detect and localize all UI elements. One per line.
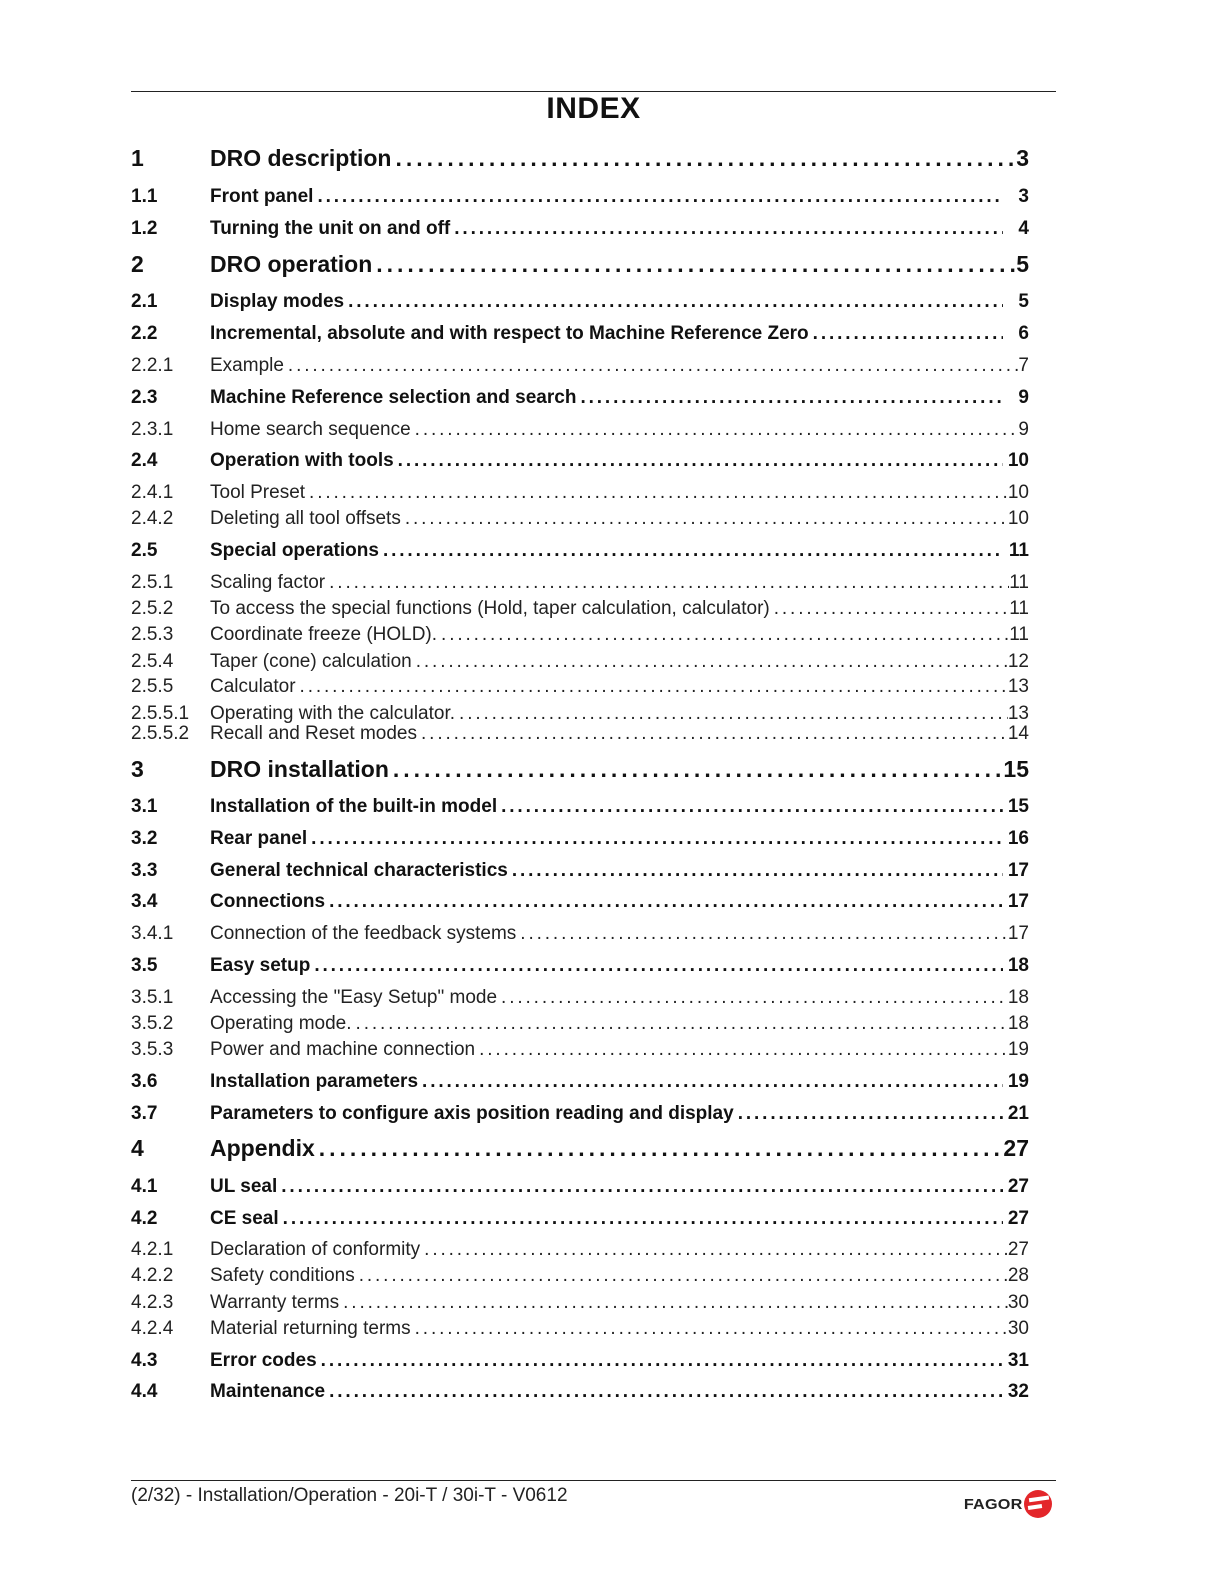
toc-entry-number: 2.5.4 — [131, 651, 174, 672]
toc-entry-page: 13 — [1007, 703, 1029, 724]
toc-entry[interactable] — [131, 355, 1029, 377]
toc-entry-title: To access the special functions (Hold, taper calculation, calculator) — [210, 598, 770, 619]
dot-leader — [455, 703, 1008, 725]
toc-entry-title: Material returning terms — [210, 1318, 411, 1339]
toc-entry-page: 27 — [1003, 1135, 1029, 1161]
dot-leader — [352, 1013, 1008, 1035]
toc-entry-title: Recall and Reset modes — [210, 723, 417, 744]
toc-entry-page: 6 — [1018, 323, 1029, 344]
toc-entry-title: Accessing the "Easy Setup" mode — [210, 987, 498, 1008]
dot-leader — [296, 676, 1008, 698]
toc-entry[interactable] — [131, 987, 1029, 1009]
dot-leader — [437, 624, 1009, 646]
toc-entry[interactable] — [131, 1135, 1029, 1162]
toc-entry[interactable] — [131, 482, 1029, 504]
toc-entry-page: 10 — [1007, 508, 1029, 529]
dot-leader — [770, 598, 1010, 620]
toc-entry[interactable] — [131, 955, 1029, 977]
toc-entry-page: 14 — [1007, 723, 1029, 744]
toc-entry-page: 12 — [1007, 651, 1029, 672]
fagor-mark-icon — [1023, 1489, 1053, 1519]
toc-entry-number: 3.4 — [131, 891, 158, 912]
toc-entry-number: 3.7 — [131, 1103, 158, 1124]
dot-leader — [279, 1208, 1003, 1230]
toc-entry-page: 15 — [1003, 756, 1029, 782]
toc-entry-number: 4.2.2 — [131, 1265, 174, 1286]
toc-entry-title: Error codes — [210, 1350, 317, 1371]
toc-entry-page: 27 — [1007, 1208, 1029, 1229]
toc-entry-page: 31 — [1007, 1350, 1029, 1371]
toc-entry-number: 2.5 — [131, 540, 158, 561]
toc-entry-title: Easy setup — [210, 955, 311, 976]
toc-entry-page: 18 — [1007, 955, 1029, 976]
dot-leader — [420, 1239, 1008, 1261]
toc-entry-number: 4.2.3 — [131, 1292, 174, 1313]
fagor-logo — [963, 1489, 1053, 1519]
dot-leader — [344, 291, 1003, 313]
toc-entry-page: 5 — [1016, 251, 1029, 277]
toc-entry-number: 2.2.1 — [131, 355, 174, 376]
dot-leader — [418, 1071, 1003, 1093]
toc-entry-number: 4.2.1 — [131, 1239, 174, 1260]
toc-entry[interactable] — [131, 676, 1029, 698]
toc-entry-page: 3 — [1018, 186, 1029, 207]
toc-entry-title: Power and machine connection — [210, 1039, 476, 1060]
toc-entry-page: 27 — [1007, 1239, 1029, 1260]
dot-leader — [450, 218, 1003, 240]
dot-leader — [411, 419, 1019, 441]
toc-entry[interactable] — [131, 891, 1029, 913]
toc-entry-title: Taper (cone) calculation — [210, 651, 412, 672]
toc-entry[interactable] — [131, 703, 1029, 725]
toc-entry-title: UL seal — [210, 1176, 278, 1197]
toc-entry-title: Calculator — [210, 676, 296, 697]
dot-leader — [325, 891, 1003, 913]
toc-entry-title: Coordinate freeze (HOLD). — [210, 624, 438, 645]
toc-entry-number: 2.3.1 — [131, 419, 174, 440]
toc-entry-page: 18 — [1007, 987, 1029, 1008]
toc-entry-title: Deleting all tool offsets — [210, 508, 401, 529]
toc-entry-number: 2.5.1 — [131, 572, 174, 593]
toc-entry-page: 7 — [1018, 355, 1029, 376]
dot-leader — [401, 508, 1008, 530]
toc-entry-page: 11 — [1009, 624, 1029, 645]
toc-entry[interactable] — [131, 251, 1029, 278]
toc-entry-number: 3.5.2 — [131, 1013, 174, 1034]
toc-entry[interactable] — [131, 1292, 1029, 1314]
toc-entry-title: Declaration of conformity — [210, 1239, 421, 1260]
toc-entry-page: 30 — [1007, 1292, 1029, 1313]
toc-entry[interactable] — [131, 1318, 1029, 1340]
toc-entry[interactable] — [131, 598, 1029, 620]
toc-entry-title: Special operations — [210, 540, 379, 561]
dot-leader — [284, 355, 1019, 377]
dot-leader — [305, 482, 1008, 504]
toc-entry-title: Warranty terms — [210, 1292, 340, 1313]
toc-entry-page: 5 — [1018, 291, 1029, 312]
dot-leader — [497, 796, 1003, 818]
toc-entry[interactable] — [131, 651, 1029, 673]
toc-entry-title: Operating mode. — [210, 1013, 352, 1034]
dot-leader — [411, 1318, 1008, 1340]
toc-entry-number: 2.2 — [131, 323, 158, 344]
toc-entry-number: 4.2 — [131, 1208, 158, 1229]
toc-entry-number: 4.2.4 — [131, 1318, 174, 1339]
toc-entry[interactable] — [131, 1039, 1029, 1061]
toc-entry-title: Incremental, absolute and with respect to Machine Reference Zero — [210, 323, 809, 344]
toc-entry-number: 4.3 — [131, 1350, 158, 1371]
dot-leader — [412, 651, 1008, 673]
toc-entry[interactable] — [131, 1265, 1029, 1287]
toc-entry-page: 10 — [1007, 450, 1029, 471]
toc-entry[interactable] — [131, 756, 1029, 783]
toc-entry[interactable] — [131, 218, 1029, 240]
toc-entry-title: Parameters to configure axis position reading and display — [210, 1103, 734, 1124]
toc-entry-page: 17 — [1007, 891, 1029, 912]
toc-entry[interactable] — [131, 540, 1029, 562]
dot-leader — [508, 860, 1003, 882]
toc-entry[interactable] — [131, 1013, 1029, 1035]
toc-entry-title: Appendix — [210, 1135, 315, 1161]
toc-entry-title: Scaling factor — [210, 572, 326, 593]
toc-entry-number: 3.5 — [131, 955, 158, 976]
toc-entry-title: Maintenance — [210, 1381, 326, 1402]
toc-entry[interactable] — [131, 923, 1029, 945]
toc-entry-number: 3.6 — [131, 1071, 158, 1092]
toc-entry[interactable] — [131, 508, 1029, 530]
toc-entry-number: 2.5.5.1 — [131, 703, 190, 724]
toc-entry-page: 9 — [1018, 387, 1029, 408]
toc-entry-page: 30 — [1007, 1318, 1029, 1339]
toc-entry[interactable] — [131, 1176, 1029, 1198]
dot-leader — [394, 450, 1003, 472]
toc-entry-title: Installation of the built-in model — [210, 796, 498, 817]
toc-entry-title: Safety conditions — [210, 1265, 355, 1286]
toc-entry-number: 3.3 — [131, 860, 158, 881]
toc-entry-page: 10 — [1007, 482, 1029, 503]
toc-entry-page: 17 — [1007, 860, 1029, 881]
toc-entry[interactable] — [131, 291, 1029, 313]
toc-entry-page: 11 — [1008, 540, 1029, 561]
toc-entry-page: 21 — [1007, 1103, 1029, 1124]
toc-entry-number: 3 — [131, 756, 144, 782]
dot-leader — [379, 540, 1003, 562]
dot-leader — [417, 723, 1008, 745]
toc-entry[interactable] — [131, 796, 1029, 818]
dot-leader — [325, 572, 1009, 594]
toc-entry-page: 19 — [1007, 1071, 1029, 1092]
toc-entry-title: DRO installation — [210, 756, 389, 782]
toc-entry[interactable] — [131, 860, 1029, 882]
toc-entry-page: 16 — [1007, 828, 1029, 849]
toc-entry-number: 4 — [131, 1135, 144, 1161]
toc-entry-title: Example — [210, 355, 284, 376]
toc-entry-title: Home search sequence — [210, 419, 411, 440]
dot-leader — [355, 1265, 1008, 1287]
toc-entry[interactable] — [131, 1239, 1029, 1261]
dot-leader — [310, 955, 1003, 977]
toc-entry-number: 1.1 — [131, 186, 158, 207]
toc-entry-number: 2.4.1 — [131, 482, 174, 503]
toc-entry-title: Rear panel — [210, 828, 308, 849]
toc-entry-number: 3.5.3 — [131, 1039, 174, 1060]
toc-entry[interactable] — [131, 1103, 1029, 1125]
toc-entry[interactable] — [131, 828, 1029, 850]
toc-entry[interactable] — [131, 1208, 1029, 1230]
dot-leader — [389, 756, 1004, 783]
toc-entry-number: 2.4 — [131, 450, 158, 471]
dot-leader — [516, 923, 1008, 945]
dot-leader — [391, 145, 1016, 172]
dot-leader — [809, 323, 1003, 345]
toc-entry-page: 3 — [1016, 145, 1029, 171]
toc-entry-page: 11 — [1009, 572, 1029, 593]
toc-entry-number: 4.4 — [131, 1381, 158, 1402]
toc-entry-title: DRO operation — [210, 251, 373, 277]
toc-entry-page: 15 — [1007, 796, 1029, 817]
toc-entry-page: 32 — [1007, 1381, 1029, 1402]
toc-entry-page: 28 — [1007, 1265, 1029, 1286]
toc-entry-number: 3.4.1 — [131, 923, 174, 944]
toc-entry[interactable] — [131, 1350, 1029, 1372]
dot-leader — [277, 1176, 1003, 1198]
toc-entry-page: 18 — [1007, 1013, 1029, 1034]
toc-entry-number: 1 — [131, 145, 144, 171]
dot-leader — [325, 1381, 1003, 1403]
toc-entry-title: Connections — [210, 891, 326, 912]
toc-entry[interactable] — [131, 1381, 1029, 1403]
dot-leader — [372, 251, 1016, 278]
toc-entry-number: 2 — [131, 251, 144, 277]
dot-leader — [475, 1039, 1008, 1061]
toc-entry-title: Operating with the calculator. — [210, 703, 456, 724]
toc-entry-number: 2.5.5 — [131, 676, 174, 697]
toc-entry-page: 11 — [1009, 598, 1029, 619]
toc-entry-number: 1.2 — [131, 218, 158, 239]
dot-leader — [313, 186, 1003, 208]
dot-leader — [734, 1103, 1003, 1125]
toc-entry-page: 4 — [1018, 218, 1029, 239]
toc-entry-number: 2.5.5.2 — [131, 723, 190, 744]
toc-entry[interactable] — [131, 723, 1029, 745]
toc-entry[interactable] — [131, 1071, 1029, 1093]
toc-entry-title: Connection of the feedback systems — [210, 923, 517, 944]
toc-entry[interactable] — [131, 145, 1029, 172]
toc-entry-title: General technical characteristics — [210, 860, 508, 881]
logo-wordmark: FAGOR — [963, 1495, 1023, 1513]
dot-leader — [315, 1135, 1004, 1162]
toc-entry-title: Tool Preset — [210, 482, 306, 503]
toc-entry-number: 2.5.3 — [131, 624, 174, 645]
toc-entry-title: Operation with tools — [210, 450, 394, 471]
dot-leader — [339, 1292, 1008, 1314]
toc-entry-number: 2.5.2 — [131, 598, 174, 619]
toc-entry-title: Turning the unit on and off — [210, 218, 451, 239]
toc-entry[interactable] — [131, 186, 1029, 208]
toc-entry-number: 2.4.2 — [131, 508, 174, 529]
bottom-rule — [131, 1480, 1056, 1481]
toc-entry[interactable] — [131, 419, 1029, 441]
page-footer: (2/32) - Installation/Operation - 20i-T / 30i-T - V0612 — [131, 1485, 568, 1506]
toc-entry-number: 2.1 — [131, 291, 158, 312]
toc-entry-number: 2.3 — [131, 387, 158, 408]
toc-entry-page: 17 — [1007, 923, 1029, 944]
toc-entry-number: 3.2 — [131, 828, 158, 849]
toc-entry[interactable] — [131, 323, 1029, 345]
toc-entry[interactable] — [131, 572, 1029, 594]
toc-entry-page: 9 — [1018, 419, 1029, 440]
toc-entry-page: 13 — [1007, 676, 1029, 697]
toc-entry-number: 3.1 — [131, 796, 158, 817]
toc-entry-number: 4.1 — [131, 1176, 158, 1197]
toc-entry-title: CE seal — [210, 1208, 279, 1229]
dot-leader — [317, 1350, 1003, 1372]
toc-entry[interactable] — [131, 387, 1029, 409]
toc-entry-title: Front panel — [210, 186, 314, 207]
toc-entry-page: 19 — [1007, 1039, 1029, 1060]
toc-entry-title: Display modes — [210, 291, 345, 312]
toc-entry[interactable] — [131, 624, 1029, 646]
toc-entry-number: 3.5.1 — [131, 987, 174, 1008]
toc-entry-title: Installation parameters — [210, 1071, 419, 1092]
dot-leader — [307, 828, 1003, 850]
dot-leader — [497, 987, 1008, 1009]
toc-entry[interactable] — [131, 450, 1029, 472]
toc-entry-title: Machine Reference selection and search — [210, 387, 577, 408]
dot-leader — [576, 387, 1003, 409]
toc-entry-title: DRO description — [210, 145, 392, 171]
page-title: INDEX — [546, 92, 641, 125]
toc-entry-page: 27 — [1007, 1176, 1029, 1197]
